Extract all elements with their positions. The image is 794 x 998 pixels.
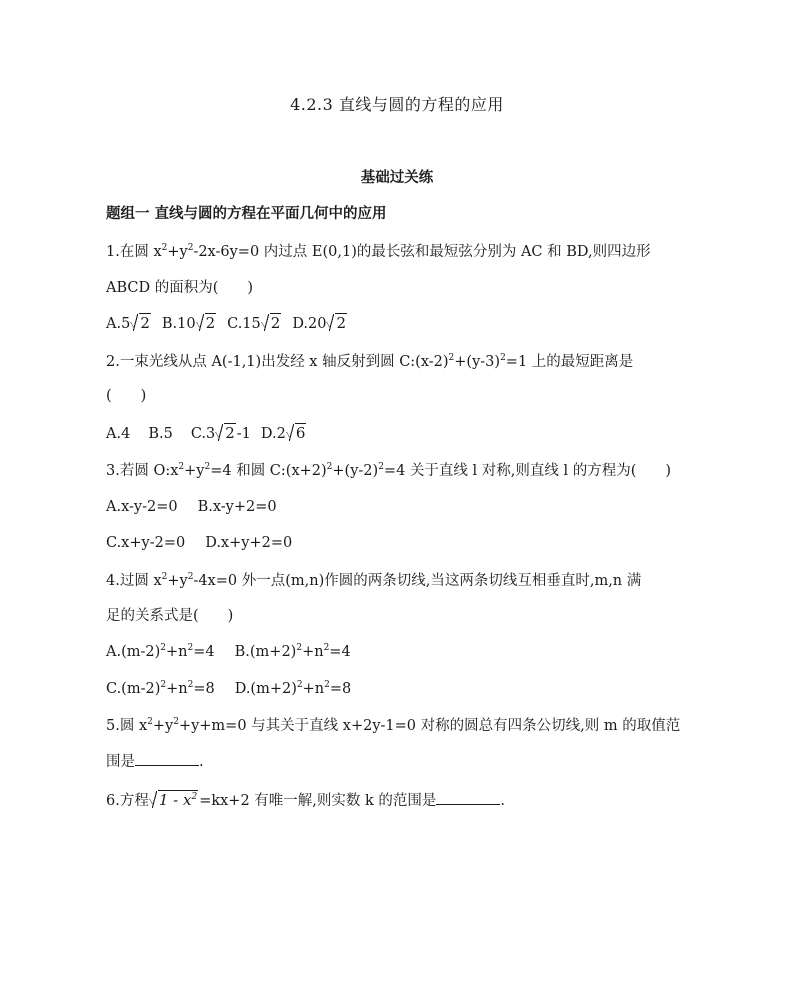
option-d: $D.(m+2)^2+n^2=8$ bbox=[234, 680, 352, 697]
question-4-line-2: 足的关系式是( ) bbox=[106, 608, 234, 624]
option-a: A.4 bbox=[106, 426, 131, 442]
question-2-options bbox=[106, 423, 317, 444]
question-3-line-1: 3.若圆 $O:x^2+y^2=4$ 和圆 $C:(x+2)^2+(y-2)^2=4$ 关于直线 l 对称,则直线 l 的方程为( ) bbox=[106, 462, 672, 479]
question-3-options-row-2 bbox=[106, 533, 302, 553]
question-1-options bbox=[106, 313, 358, 334]
option-c: C.x+y-2=0 bbox=[106, 535, 186, 551]
question-1-line-1: 1.在圆 $x^2+y^2-2x-6y=0$ 内过点 E(0,1)的最长弦和最短弦分别为 AC 和 BD,则四边形 bbox=[106, 243, 651, 260]
question-5-line-1: 5.圆 $x^2+y^2+y+m=0$ 与其关于直线 x+2y-1=0 对称的圆总有四条公切线,则 m 的取值范 bbox=[106, 717, 681, 734]
question-3-options-row-1 bbox=[106, 497, 287, 517]
option-d: D.2 6 bbox=[260, 424, 306, 442]
option-a: $A.(m-2)^2+n^2=4$ bbox=[106, 643, 215, 660]
question-4-line-1: 4.过圆 $x^2+y^2-4x=0$ 外一点(m,n)作圆的两条切线,当这两条切线互相垂直时,m,n 满 bbox=[106, 572, 642, 589]
option-b: B.10 2 bbox=[161, 314, 216, 332]
question-6-line-1: 6.方程 $1 - x^2 =kx+2$ 有唯一解,则实数 k 的范围是 . bbox=[106, 791, 506, 809]
question-4-options-row-2 bbox=[106, 679, 361, 699]
option-a: A.x-y-2=0 bbox=[106, 499, 178, 515]
option-c: C.15 2 bbox=[227, 314, 281, 332]
option-d: D.x+y+2=0 bbox=[205, 535, 293, 551]
option-b: B.x-y+2=0 bbox=[197, 499, 277, 515]
answer-blank[interactable] bbox=[135, 751, 199, 766]
question-4-options-row-1 bbox=[106, 642, 361, 662]
option-d: D.20 2 bbox=[292, 314, 347, 332]
question-5-line-2: 围是 . bbox=[106, 751, 204, 772]
group-heading: 题组一 直线与圆的方程在平面几何中的应用 bbox=[106, 205, 387, 222]
option-a: A.5 2 bbox=[106, 314, 150, 332]
option-c: C.3 2 -1 bbox=[190, 424, 251, 442]
question-1-line-2: ABCD 的面积为( ) bbox=[106, 280, 254, 296]
answer-blank[interactable] bbox=[436, 790, 500, 805]
option-c: $C.(m-2)^2+n^2=8$ bbox=[106, 680, 215, 697]
question-2-line-2: ( ) bbox=[106, 388, 147, 404]
option-b: $B.(m+2)^2+n^2=4$ bbox=[234, 643, 351, 660]
page-title: 4.2.3 直线与圆的方程的应用 bbox=[290, 95, 504, 114]
question-2-line-1: 2.一束光线从点 A(-1,1)出发经 x 轴反射到圆 $C:(x-2)^2+(y-3)^2=1$ 上的最短距离是 bbox=[106, 353, 634, 370]
section-heading: 基础过关练 bbox=[360, 169, 434, 186]
option-b: B.5 bbox=[148, 426, 173, 442]
sqrt-expression: $1 - x^2$ bbox=[149, 790, 198, 811]
